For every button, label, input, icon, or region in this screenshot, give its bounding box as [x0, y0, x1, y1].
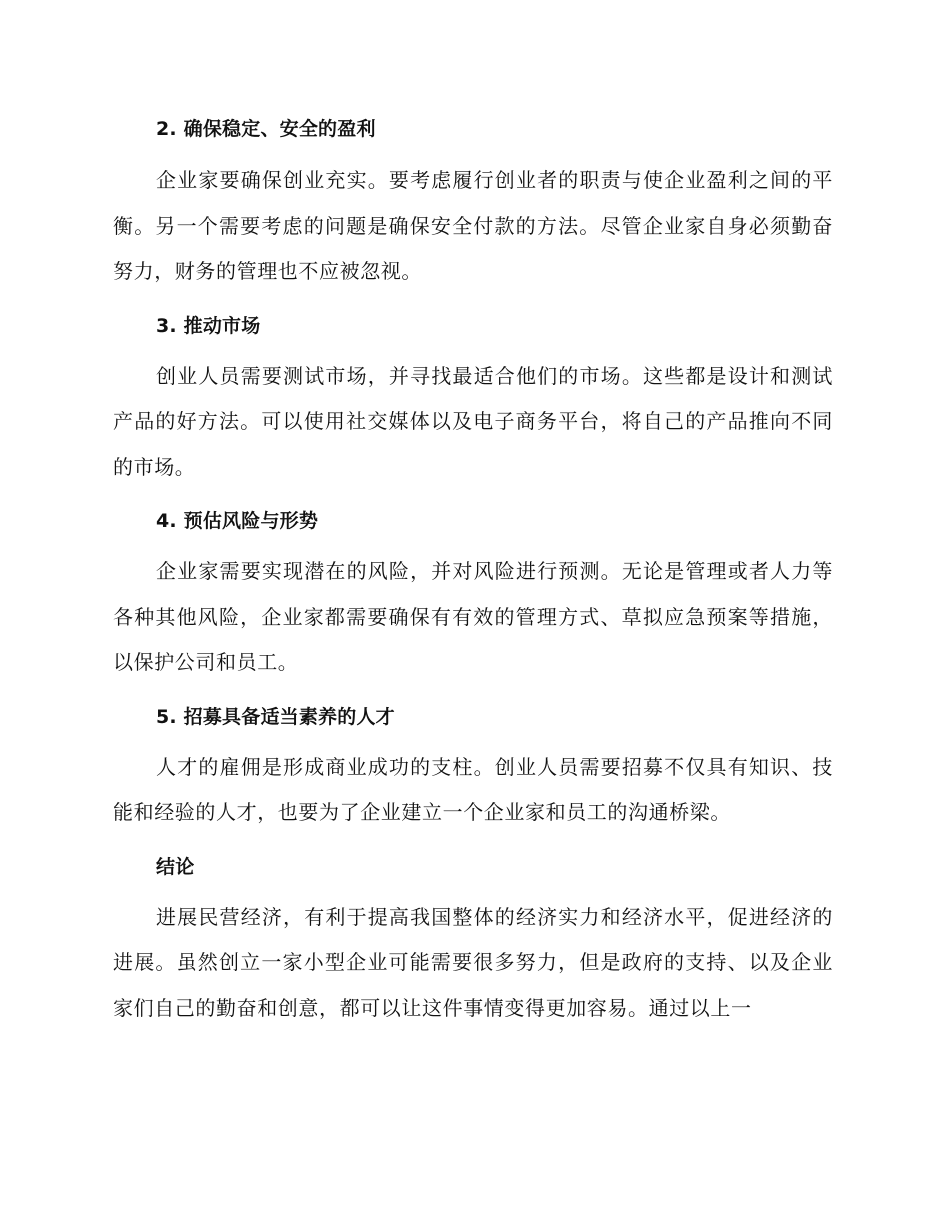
- section-body-talent: 人才的雇佣是形成商业成功的支柱。创业人员需要招募不仅具有知识、技能和经验的人才，也要为了企业建立一个企业家和员工的沟通桥梁。: [113, 754, 833, 824]
- section-body-profit: 企业家要确保创业充实。要考虑履行创业者的职责与使企业盈利之间的平衡。另一个需要考虑的问题是确保安全付款的方法。尽管企业家自身必须勤奋努力，财务的管理也不应被忽视。: [113, 168, 833, 283]
- section-heading-talent: 5. 招募具备适当素养的人才: [156, 705, 395, 728]
- section-heading-risk: 4. 预估风险与形势: [156, 510, 319, 532]
- document-content: [113, 112, 833, 1031]
- section-heading-conclusion: 结论: [156, 855, 195, 878]
- section-body-conclusion: 进展民营经济，有利于提高我国整体的经济实力和经济水平，促进经济的进展。虽然创立一家小型企业可能需要很多努力，但是政府的支持、以及企业家们自己的勤奋和创意，都可以让这件事情变得更加容易。通过以上一: [113, 904, 833, 1020]
- section-heading-market: 3. 推动市场: [156, 314, 261, 337]
- section-heading-profit: 2. 确保稳定、安全的盈利: [156, 118, 376, 140]
- section-body-risk: 企业家需要实现潜在的风险，并对风险进行预测。无论是管理或者人力等各种其他风险，企业家都需要确保有有效的管理方式、草拟应急预案等措施，以保护公司和员工。: [113, 559, 833, 674]
- section-body-market: 创业人员需要测试市场，并寻找最适合他们的市场。这些都是设计和测试产品的好方法。可以使用社交媒体以及电子商务平台，将自己的产品推向不同的市场。: [113, 363, 833, 479]
